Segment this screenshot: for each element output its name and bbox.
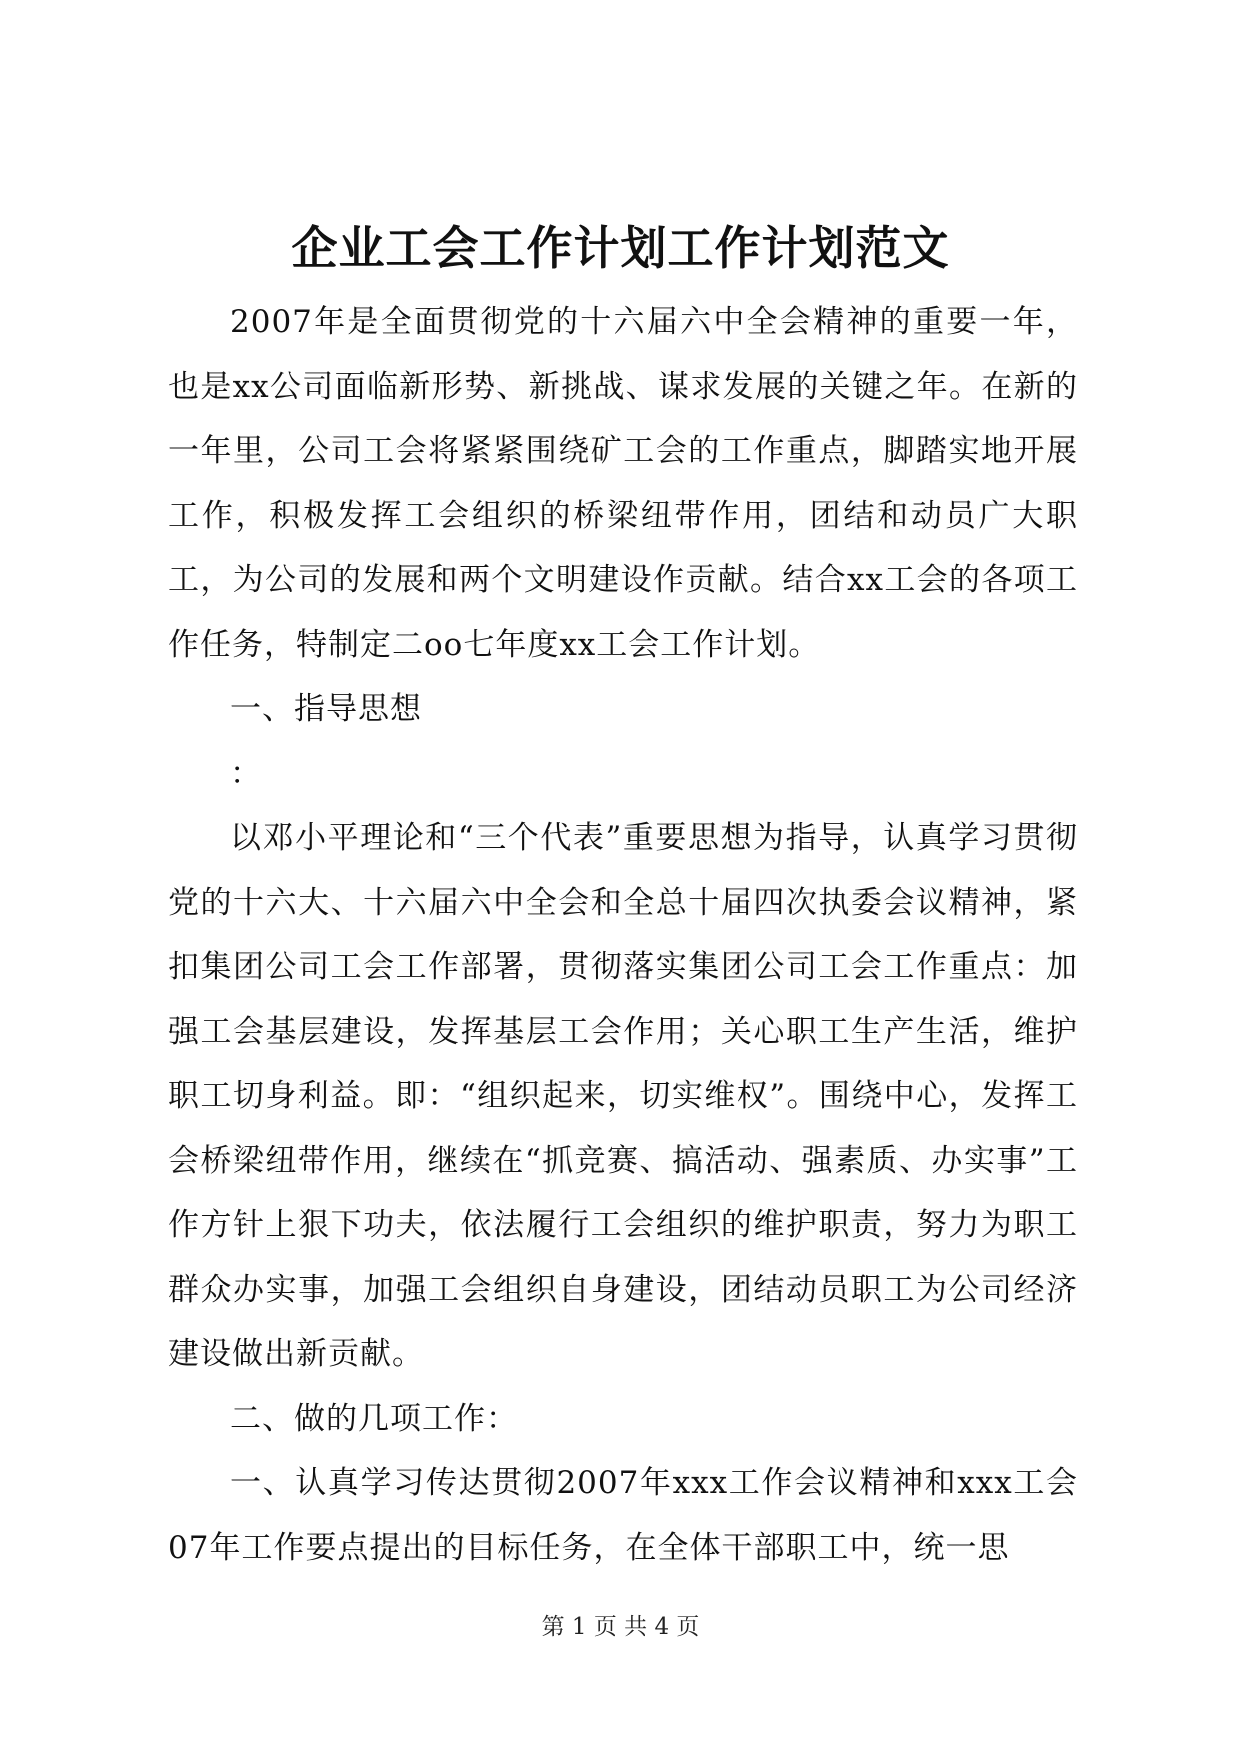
document-title: 企业工会工作计划工作计划范文 xyxy=(291,221,950,275)
paragraph-guiding-ideology: 以邓小平理论和“三个代表”重要思想为指导，认真学习贯彻党的十六大、十六届六中全会和全总十届四次执委会议精神，紧扣集团公司工会工作部署，贯彻落实集团公司工会工作重点：加强工会基层建设，发挥基层工会作用；关心职工生产生活，维护职工切身利益。即：“组织起来，切实维权”。围绕中心，发挥工会桥梁纽带作用，继续在“抓竞赛、搞活动、强素质、办实事”工作方针上狠下功夫，依法履行工会组织的维护职责，努力为职工群众办实事，加强工会组织自身建设，团结动员职工为公司经济建设做出新贡献。 xyxy=(168,820,1078,1372)
heading-guiding-ideology: 一、指导思想 xyxy=(230,691,422,727)
document-body xyxy=(168,290,1078,1580)
paragraph-work-item-1: 一、认真学习传达贯彻2007年xxx工作会议精神和xxx工会07年工作要点提出的目标任务，在全体干部职工中，统一思 xyxy=(168,1465,1078,1566)
page-footer: 第 1 页 共 4 页 xyxy=(541,1614,700,1640)
paragraph-intro: 2007年是全面贯彻党的十六届六中全会精神的重要一年，也是xx公司面临新形势、新挑战、谋求发展的关键之年。在新的一年里，公司工会将紧紧围绕矿工会的工作重点，脚踏实地开展工作，积极发挥工会组织的桥梁纽带作用，团结和动员广大职工，为公司的发展和两个文明建设作贡献。结合xx工会的各项工作任务，特制定二oo七年度xx工会工作计划。 xyxy=(168,304,1078,663)
heading-work-items: 二、做的几项工作： xyxy=(230,1400,518,1437)
paragraph-colon: ： xyxy=(230,755,262,792)
